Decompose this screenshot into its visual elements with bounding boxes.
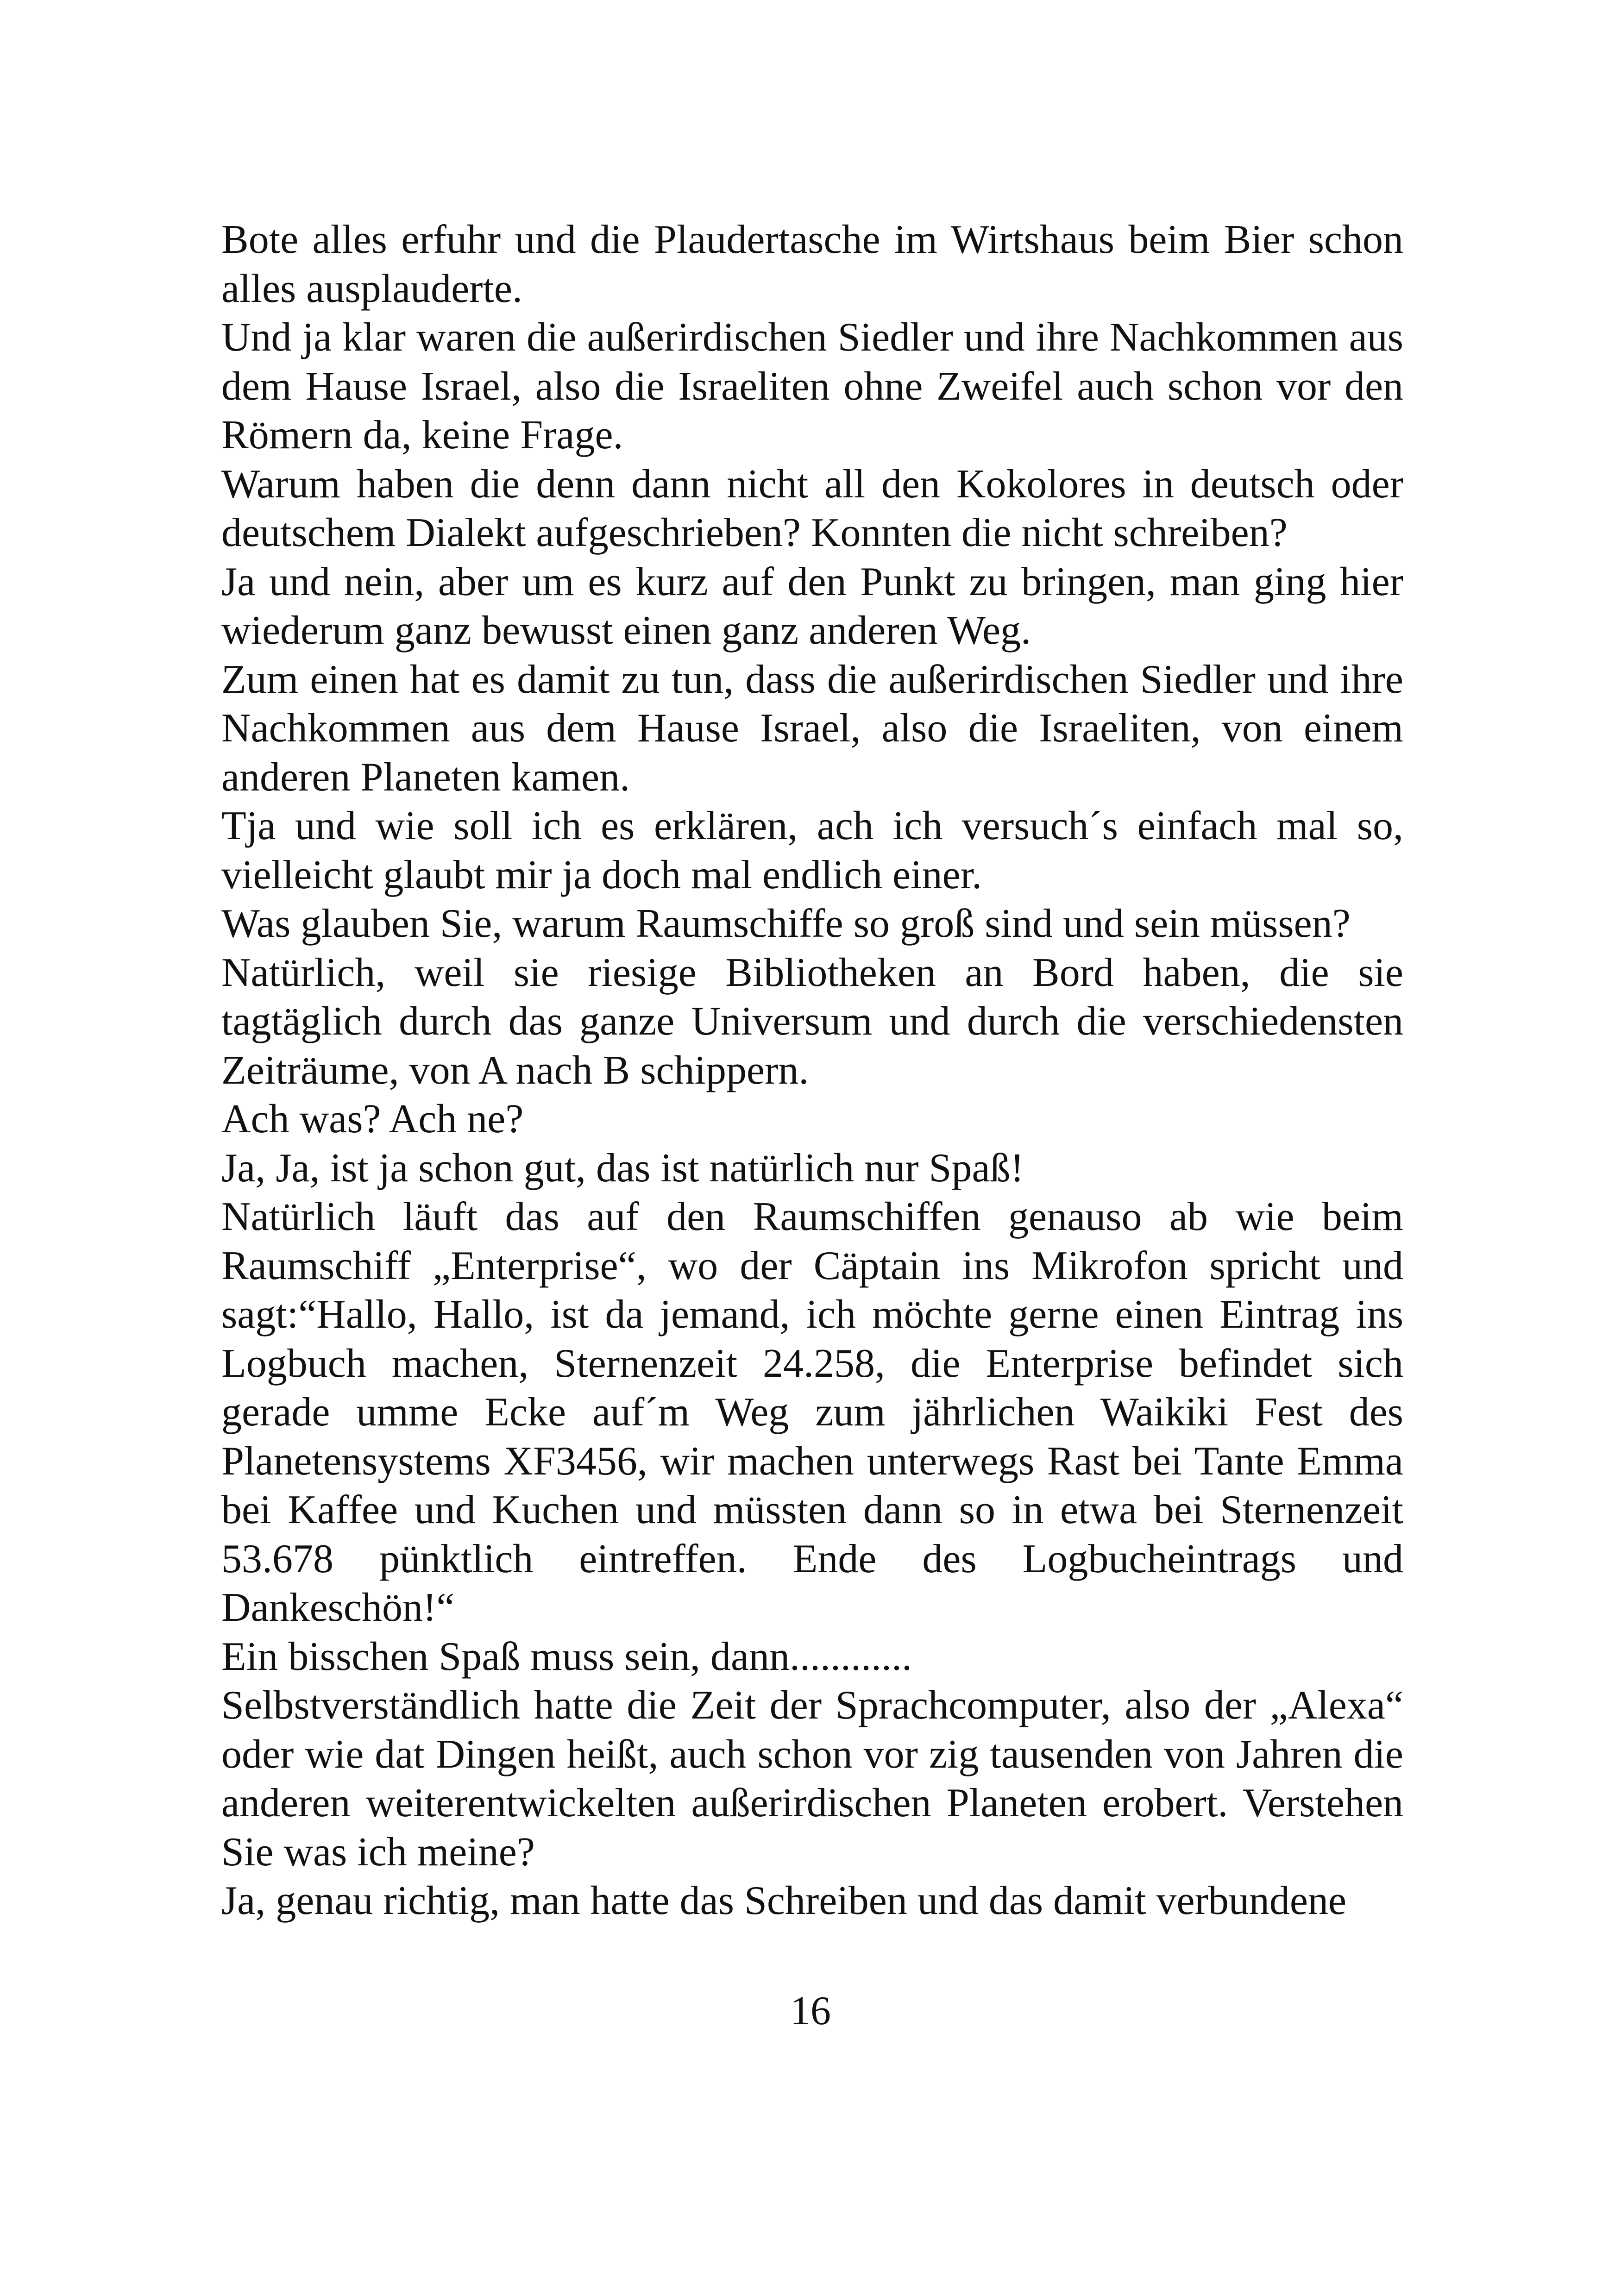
paragraph: Ein bisschen Spaß muss sein, dann............ [221, 1634, 912, 1679]
page-number: 16 [790, 1989, 831, 2033]
paragraph: Und ja klar waren die außerirdischen Siedler und ihre Nachkommen aus dem Hause Israel, also die Israeliten ohne Zweifel auch schon vor den Römern da, keine Frage. [221, 315, 1403, 458]
paragraph: Ja und nein, aber um es kurz auf den Punkt zu bringen, man ging hier wiederum ganz bewusst einen ganz anderen Weg. [221, 559, 1403, 653]
paragraph: Bote alles erfuhr und die Plaudertasche im Wirtshaus beim Bier schon alles ausplauderte. [221, 217, 1403, 311]
paragraph: Natürlich läuft das auf den Raumschiffen genauso ab wie beim Raumschiff „Enterprise“, wo der Cäptain ins Mikrofon spricht und sagt:“Hallo, Hallo, ist da jemand, ich möchte gerne einen Eintrag ins Logbuch machen, Sternenzeit 24.258, die Enterprise befindet sich gerade umme Ecke auf´m Weg zum jährlichen Waikiki Fest des Planetensystems XF3456, wir machen unterwegs Rast bei Tante Emma bei Kaffee und Kuchen und müssten dann so in etwa bei Sternenzeit 53.678 pünktlich eintreffen. Ende des Logbucheintrags und Dankeschön!“ [221, 1194, 1403, 1630]
paragraph: Zum einen hat es damit zu tun, dass die außerirdischen Siedler und ihre Nachkommen aus dem Hause Israel, also die Israeliten, von einem anderen Planeten kamen. [221, 657, 1403, 800]
paragraph: Selbstverständlich hatte die Zeit der Sprachcomputer, also der „Alexa“ oder wie dat Dingen heißt, auch schon vor zig tausenden von Jahren die anderen weiterentwickelten außerirdischen Planeten erobert. Verstehen Sie was ich meine? [221, 1683, 1403, 1875]
paragraph: Was glauben Sie, warum Raumschiffe so groß sind und sein müssen? [221, 901, 1351, 946]
paragraph: Ja, Ja, ist ja schon gut, das ist natürlich nur Spaß! [221, 1145, 1024, 1191]
paragraph: Warum haben die denn dann nicht all den Kokolores in deutsch oder deutschem Dialekt aufgeschrieben? Konnten die nicht schreiben? [221, 461, 1403, 555]
paragraph: Tja und wie soll ich es erklären, ach ich versuch´s einfach mal so, vielleicht glaubt mir ja doch mal endlich einer. [221, 803, 1403, 897]
paragraph: Ja, genau richtig, man hatte das Schreiben und das damit verbundene [221, 1878, 1347, 1923]
body-text [221, 215, 1403, 1926]
paragraph: Natürlich, weil sie riesige Bibliotheken an Bord haben, die sie tagtäglich durch das ganze Universum und durch die verschiedensten Zeiträume, von A nach B schippern. [221, 950, 1403, 1093]
paragraph: Ach was? Ach ne? [221, 1097, 524, 1142]
